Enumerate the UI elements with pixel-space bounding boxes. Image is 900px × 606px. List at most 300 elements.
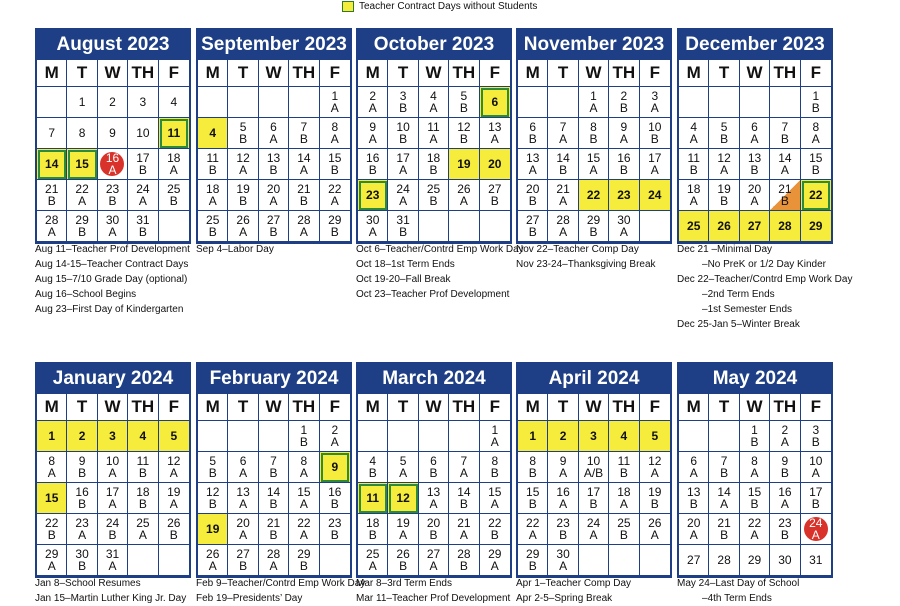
day-number: 8 xyxy=(491,454,499,468)
day-number: 12 xyxy=(206,485,220,499)
day-cell xyxy=(579,87,609,118)
day-number: 11 xyxy=(366,491,380,505)
day-letter: A xyxy=(811,528,820,542)
day-cell xyxy=(259,87,289,118)
day-letter: A xyxy=(559,559,568,573)
day-cell xyxy=(289,211,319,242)
day-letter: B xyxy=(208,466,217,480)
day-number: 4 xyxy=(139,429,147,443)
day-cell xyxy=(801,87,831,118)
weekday-header: M xyxy=(37,60,67,87)
day-number: 22 xyxy=(488,516,502,530)
day-letter: A xyxy=(108,559,117,573)
day-cell xyxy=(449,452,479,483)
day-number: 2 xyxy=(78,429,86,443)
day-letter: A xyxy=(490,132,499,146)
day-cell xyxy=(198,452,228,483)
day-cell xyxy=(518,514,548,545)
day-letter: B xyxy=(720,132,729,146)
month-november-2023 xyxy=(516,28,672,244)
day-number: 23 xyxy=(778,516,792,530)
day-number: 17 xyxy=(105,485,120,499)
day-cell xyxy=(518,545,548,576)
day-cell xyxy=(198,180,228,211)
weekday-header: TH xyxy=(289,394,319,421)
month-february-2024 xyxy=(196,362,352,578)
day-number: 9 xyxy=(369,120,377,134)
day-number: 13 xyxy=(488,120,502,134)
day-cell xyxy=(640,118,670,149)
day-number: 24 xyxy=(105,516,120,530)
day-cell xyxy=(388,211,418,242)
day-cell xyxy=(640,421,670,452)
day-cell xyxy=(579,180,609,211)
day-number: 26 xyxy=(648,516,662,530)
day-number: 15 xyxy=(586,151,601,165)
day-number: 3 xyxy=(139,95,147,109)
day-cell xyxy=(709,514,739,545)
day-number: 14 xyxy=(778,151,792,165)
month-may-2024 xyxy=(677,362,833,578)
day-number: 19 xyxy=(396,516,410,530)
day-cell xyxy=(67,118,97,149)
day-number: 30 xyxy=(556,547,570,561)
day-cell xyxy=(358,87,388,118)
day-cell xyxy=(358,211,388,242)
day-number: 18 xyxy=(136,485,150,499)
day-number: 29 xyxy=(747,553,762,567)
day-cell xyxy=(228,149,258,180)
day-number: 29 xyxy=(526,547,540,561)
day-letter: B xyxy=(780,194,789,208)
day-number: 28 xyxy=(297,213,311,227)
day-cell xyxy=(740,87,770,118)
day-number: 10 xyxy=(396,120,410,134)
day-letter: A xyxy=(750,528,759,542)
day-letter: B xyxy=(459,101,468,115)
day-letter: B xyxy=(239,132,248,146)
day-number: 26 xyxy=(167,516,181,530)
day-letter: A xyxy=(368,225,377,239)
day-letter: A xyxy=(559,132,568,146)
day-letter: A xyxy=(559,466,568,480)
day-letter: B xyxy=(780,466,789,480)
day-number: 16 xyxy=(617,151,631,165)
day-cell xyxy=(801,421,831,452)
day-cell xyxy=(128,452,158,483)
day-number: 11 xyxy=(617,454,631,468)
day-cell xyxy=(709,452,739,483)
day-cell xyxy=(518,118,548,149)
day-cell xyxy=(801,149,831,180)
day-cell xyxy=(289,180,319,211)
day-number: 28 xyxy=(717,553,731,567)
day-cell xyxy=(358,118,388,149)
day-cell xyxy=(419,514,449,545)
month-title: February 2024 xyxy=(198,364,350,394)
day-number: 23 xyxy=(617,188,631,202)
day-number: 22 xyxy=(586,188,601,202)
day-number: 4 xyxy=(369,454,377,468)
day-cell xyxy=(320,545,350,576)
weekday-header: W xyxy=(740,394,770,421)
day-number: 6 xyxy=(751,120,758,134)
day-number: 28 xyxy=(45,213,59,227)
day-number: 16 xyxy=(366,151,380,165)
day-number: 10 xyxy=(586,454,601,468)
day-cell xyxy=(579,118,609,149)
weekday-header: TH xyxy=(128,60,158,87)
note-line: Oct 18–1st Term Ends xyxy=(356,259,455,270)
day-cell xyxy=(449,149,479,180)
day-number: 21 xyxy=(778,182,792,196)
day-cell xyxy=(198,483,228,514)
day-cell xyxy=(98,545,128,576)
day-letter: A xyxy=(269,194,278,208)
weekday-header: TH xyxy=(449,60,479,87)
day-number: 11 xyxy=(206,151,219,165)
day-letter: B xyxy=(368,163,377,177)
day-letter: A xyxy=(399,528,408,542)
note-line: –1st Semester Ends xyxy=(677,304,793,315)
day-letter: B xyxy=(78,466,87,480)
day-cell xyxy=(289,149,319,180)
month-march-2024 xyxy=(356,362,512,578)
month-september-2023 xyxy=(196,28,352,244)
day-letter: B xyxy=(689,497,698,511)
day-letter: A xyxy=(47,559,56,573)
day-number: 29 xyxy=(45,547,59,561)
day-cell xyxy=(640,180,670,211)
day-letter: A xyxy=(47,225,56,239)
day-cell xyxy=(67,180,97,211)
day-number: 16 xyxy=(778,485,792,499)
day-cell xyxy=(770,545,800,576)
weekday-header: F xyxy=(159,394,189,421)
day-letter: B xyxy=(720,194,729,208)
day-cell xyxy=(609,87,639,118)
day-letter: A xyxy=(78,194,87,208)
day-number: 20 xyxy=(687,516,701,530)
day-cell xyxy=(159,149,189,180)
day-letter: B xyxy=(429,163,438,177)
weekday-header: T xyxy=(548,394,578,421)
weekday-header: W xyxy=(740,60,770,87)
day-number: 26 xyxy=(457,182,471,196)
weekday-header: M xyxy=(358,60,388,87)
day-number: 25 xyxy=(617,516,631,530)
day-number: 14 xyxy=(45,157,59,171)
day-letter: B xyxy=(750,163,759,177)
day-cell xyxy=(228,421,258,452)
day-number: 23 xyxy=(556,516,570,530)
day-number: 17 xyxy=(396,151,410,165)
day-number: 8 xyxy=(529,454,537,468)
day-cell xyxy=(449,118,479,149)
day-number: 1 xyxy=(812,89,820,103)
day-cell xyxy=(67,514,97,545)
day-cell xyxy=(740,149,770,180)
weekday-header: T xyxy=(67,394,97,421)
day-number: 19 xyxy=(206,522,220,536)
note-line: –2nd Term Ends xyxy=(677,289,775,300)
month-title: September 2023 xyxy=(198,30,350,60)
day-number: 22 xyxy=(526,516,540,530)
weekday-header: F xyxy=(480,60,510,87)
day-number: 10 xyxy=(105,454,120,468)
day-letter: B xyxy=(78,225,87,239)
day-cell xyxy=(228,483,258,514)
weekday-header: F xyxy=(640,394,670,421)
day-cell xyxy=(770,180,800,211)
day-letter: B xyxy=(528,194,537,208)
day-letter: B xyxy=(330,163,339,177)
weekday-header: T xyxy=(709,60,739,87)
day-letter: A xyxy=(169,163,178,177)
day-number: 31 xyxy=(809,553,823,567)
day-number: 29 xyxy=(75,213,89,227)
day-letter: B xyxy=(138,466,147,480)
day-letter: B xyxy=(811,163,820,177)
day-letter: A xyxy=(528,528,537,542)
day-cell xyxy=(609,211,639,242)
day-letter: A xyxy=(269,559,278,573)
day-cell xyxy=(579,483,609,514)
day-letter: A xyxy=(589,528,598,542)
day-cell xyxy=(37,87,67,118)
day-number: 13 xyxy=(526,151,540,165)
weekday-header: T xyxy=(388,60,418,87)
day-cell xyxy=(579,545,609,576)
day-number: 13 xyxy=(426,485,441,499)
day-cell xyxy=(159,483,189,514)
day-number: 21 xyxy=(556,182,570,196)
day-number: 20 xyxy=(236,516,250,530)
day-number: 11 xyxy=(167,126,181,140)
note-line: Oct 19-20–Fall Break xyxy=(356,274,451,285)
day-number: 1 xyxy=(529,429,537,443)
day-number: 12 xyxy=(167,454,181,468)
day-number: 19 xyxy=(457,157,471,171)
day-cell xyxy=(679,421,709,452)
day-cell xyxy=(388,421,418,452)
day-letter: A xyxy=(429,132,438,146)
weekday-header: F xyxy=(480,394,510,421)
day-letter: A xyxy=(589,163,598,177)
weekday-header: M xyxy=(518,394,548,421)
day-letter: A xyxy=(619,497,628,511)
day-number: 18 xyxy=(206,182,220,196)
weekday-header: W xyxy=(579,394,609,421)
day-letter: B xyxy=(619,466,628,480)
day-number: 5 xyxy=(239,120,247,134)
day-cell xyxy=(579,452,609,483)
weekday-header: M xyxy=(198,394,228,421)
day-number: 1 xyxy=(300,423,308,437)
legend-swatch xyxy=(342,1,354,12)
day-cell xyxy=(740,211,770,242)
day-number: 21 xyxy=(266,516,281,530)
month-days-grid xyxy=(358,60,510,242)
day-number: 6 xyxy=(430,454,437,468)
day-cell xyxy=(128,211,158,242)
day-letter: A xyxy=(459,466,468,480)
day-letter: B xyxy=(269,497,278,511)
day-number: 14 xyxy=(556,151,570,165)
day-number: 30 xyxy=(778,553,792,567)
day-number: 3 xyxy=(812,423,820,437)
day-letter: A xyxy=(459,194,468,208)
day-letter: A xyxy=(750,194,759,208)
day-letter: A xyxy=(811,132,820,146)
note-line: Oct 23–Teacher Prof Development xyxy=(356,289,510,300)
day-cell xyxy=(228,118,258,149)
day-letter: A xyxy=(399,466,408,480)
day-cell xyxy=(388,118,418,149)
day-letter: B xyxy=(169,528,178,542)
day-cell xyxy=(480,118,510,149)
day-letter: B xyxy=(399,132,408,146)
day-number: 25 xyxy=(136,516,150,530)
day-cell xyxy=(770,118,800,149)
day-cell xyxy=(518,483,548,514)
month-january-2024 xyxy=(35,362,191,578)
month-title: October 2023 xyxy=(358,30,510,60)
day-letter: B xyxy=(78,497,87,511)
day-letter: B xyxy=(138,225,147,239)
day-number: 19 xyxy=(717,182,731,196)
day-letter: A xyxy=(720,163,729,177)
day-number: 13 xyxy=(687,485,701,499)
day-letter: A xyxy=(78,528,87,542)
day-cell xyxy=(37,545,67,576)
day-letter: B xyxy=(299,559,308,573)
day-cell xyxy=(128,421,158,452)
day-cell xyxy=(159,87,189,118)
day-number: 15 xyxy=(45,491,59,505)
day-cell xyxy=(159,452,189,483)
day-cell xyxy=(419,483,449,514)
weekday-header: T xyxy=(67,60,97,87)
day-number: 16 xyxy=(328,485,342,499)
day-cell xyxy=(480,545,510,576)
day-cell xyxy=(159,180,189,211)
day-letter: B xyxy=(589,132,598,146)
weekday-header: W xyxy=(419,394,449,421)
day-number: 29 xyxy=(809,219,823,233)
day-letter: B xyxy=(368,466,377,480)
day-number: 1 xyxy=(590,89,597,103)
day-cell xyxy=(640,211,670,242)
day-cell xyxy=(98,514,128,545)
day-cell xyxy=(548,211,578,242)
day-number: 28 xyxy=(778,219,792,233)
day-letter: A xyxy=(108,163,117,177)
day-cell xyxy=(548,180,578,211)
day-letter: A xyxy=(47,466,56,480)
day-cell xyxy=(679,149,709,180)
day-cell xyxy=(770,452,800,483)
day-letter: B xyxy=(208,163,217,177)
month-april-2024 xyxy=(516,362,672,578)
day-number: 8 xyxy=(48,454,56,468)
day-letter: A xyxy=(368,132,377,146)
day-cell xyxy=(609,421,639,452)
day-letter: B xyxy=(368,528,377,542)
day-number: 9 xyxy=(781,454,789,468)
day-number: 25 xyxy=(687,219,701,233)
day-letter: B xyxy=(399,559,408,573)
weekday-header: W xyxy=(259,394,289,421)
day-number: 4 xyxy=(690,120,698,134)
day-letter: A xyxy=(399,163,408,177)
day-cell xyxy=(67,87,97,118)
day-letter: B xyxy=(528,132,537,146)
day-number: 26 xyxy=(236,213,250,227)
day-letter: B xyxy=(811,435,820,449)
day-number: 17 xyxy=(136,151,150,165)
day-letter: B xyxy=(720,528,729,542)
day-number: 5 xyxy=(460,89,468,103)
day-cell xyxy=(67,483,97,514)
day-number: 16 xyxy=(105,151,120,165)
day-cell xyxy=(37,149,67,180)
day-number: 27 xyxy=(747,219,762,233)
day-number: 22 xyxy=(45,516,59,530)
day-cell xyxy=(388,87,418,118)
month-notes xyxy=(196,576,365,606)
day-cell xyxy=(770,483,800,514)
day-number: 10 xyxy=(809,454,823,468)
month-days-grid xyxy=(679,394,831,576)
day-cell xyxy=(37,180,67,211)
day-number: 30 xyxy=(366,213,380,227)
weekday-header: W xyxy=(98,60,128,87)
day-letter: A xyxy=(239,225,248,239)
day-number: 1 xyxy=(331,89,339,103)
day-number: 28 xyxy=(457,547,471,561)
day-cell xyxy=(770,87,800,118)
day-letter: B xyxy=(528,466,537,480)
day-letter: B xyxy=(429,528,438,542)
weekday-header: TH xyxy=(128,394,158,421)
day-cell xyxy=(679,452,709,483)
day-number: 10 xyxy=(136,126,150,140)
day-cell xyxy=(259,483,289,514)
day-cell xyxy=(419,545,449,576)
day-number: 15 xyxy=(297,485,311,499)
day-number: 13 xyxy=(236,485,250,499)
day-cell xyxy=(98,452,128,483)
note-line: Oct 6–Teacher/Contrd Emp Work Day xyxy=(356,244,524,255)
day-cell xyxy=(159,514,189,545)
day-cell xyxy=(480,87,510,118)
day-cell xyxy=(259,421,289,452)
day-letter: B xyxy=(108,528,117,542)
weekday-header: F xyxy=(159,60,189,87)
day-cell xyxy=(709,483,739,514)
day-number: 25 xyxy=(167,182,181,196)
day-letter: A xyxy=(750,466,759,480)
day-number: 1 xyxy=(48,429,56,443)
day-number: 19 xyxy=(167,485,181,499)
weekday-header: M xyxy=(679,394,709,421)
day-cell xyxy=(518,87,548,118)
day-number: 7 xyxy=(270,454,277,468)
day-number: 26 xyxy=(396,547,410,561)
day-letter: A xyxy=(239,163,248,177)
day-number: 15 xyxy=(747,485,762,499)
